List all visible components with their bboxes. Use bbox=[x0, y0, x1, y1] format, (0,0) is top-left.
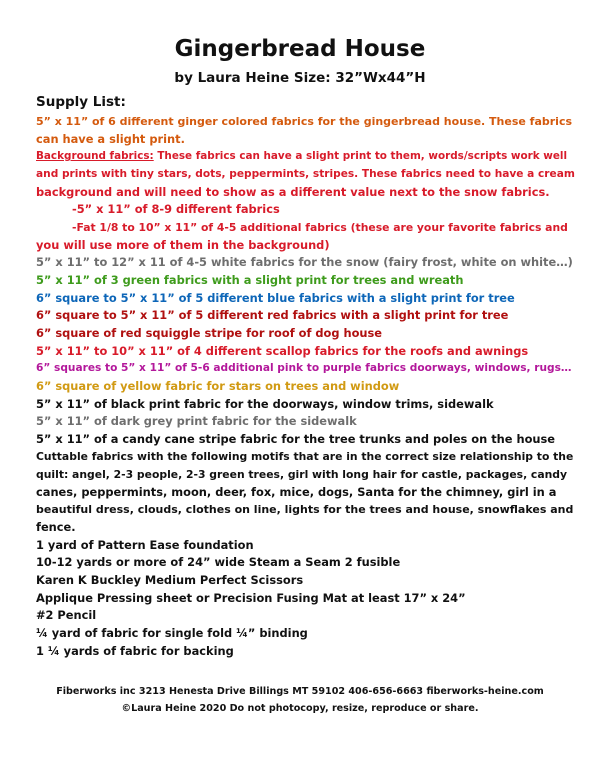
supply-list-line bbox=[36, 484, 576, 502]
supply-list-text: fence. bbox=[36, 520, 76, 535]
supply-list-text: 6” square to 5” x 11” of 5 different blue fabrics with a slight print for tree bbox=[36, 290, 515, 305]
supply-list-line bbox=[36, 625, 576, 643]
supply-list-text: 5” x 11” of 6 different ginger colored fabrics for the gingerbread house. These fabrics bbox=[36, 115, 573, 128]
supply-list-line bbox=[36, 572, 576, 590]
supply-list-line bbox=[36, 360, 576, 378]
supply-list-text: 6” squares to 5” x 11” of 5-6 additional pink to purple fabrics doorways, windows, rugs… bbox=[36, 362, 572, 375]
supply-list-text: #2 Pencil bbox=[36, 608, 97, 623]
supply-list-line bbox=[36, 501, 576, 519]
supply-list-text: Applique Pressing sheet or Precision Fusing Mat at least 17” x 24” bbox=[36, 590, 466, 605]
supply-list-line bbox=[36, 343, 576, 361]
supply-list-text: canes, peppermints, moon, deer, fox, mice, dogs, Santa for the chimney, girl in a bbox=[36, 484, 557, 499]
supply-list-line bbox=[36, 219, 576, 237]
supply-list-line bbox=[36, 431, 576, 449]
supply-list-text: you will use more of them in the background) bbox=[36, 237, 330, 252]
supply-list-text: quilt: angel, 2-3 people, 2-3 green trees, girl with long hair for castle, packages, candy bbox=[36, 468, 568, 482]
supply-list-line bbox=[36, 272, 576, 290]
supply-list-text: 5” x 11” of a candy cane stripe fabric for the tree trunks and poles on the house bbox=[36, 431, 556, 446]
supply-list-text: ¼ yard of fabric for single fold ¼” binding bbox=[36, 626, 308, 641]
supply-list-line bbox=[36, 113, 576, 131]
supply-list-text: -5” x 11” of 8-9 different fabrics bbox=[72, 202, 280, 217]
supply-list-text: beautiful dress, clouds, clothes on line, lights for the trees and house, snowflakes and bbox=[36, 503, 574, 517]
supply-list-text: background and will need to show as a different value next to the snow fabrics. bbox=[36, 184, 550, 199]
footer-copyright: ©Laura Heine 2020 Do not photocopy, resize, reproduce or share. bbox=[121, 703, 479, 714]
supply-list-line bbox=[36, 148, 576, 166]
supply-list-text: 5” x 11” of black print fabric for the doorways, window trims, sidewalk bbox=[36, 396, 494, 411]
page-title: Gingerbread House bbox=[174, 36, 426, 62]
footer-contact: Fiberworks inc 3213 Henesta Drive Billings MT 59102 406-656-6663 fiberworks-heine.com bbox=[56, 686, 544, 697]
supply-list-line bbox=[36, 325, 576, 343]
supply-list-subheading: Background fabrics: bbox=[36, 150, 154, 163]
supply-list-text: 6” square of yellow fabric for stars on trees and window bbox=[36, 378, 400, 393]
supply-list-text: 1 yard of Pattern Ease foundation bbox=[36, 537, 254, 552]
supply-list-text: 6” square to 5” x 11” of 5 different red fabrics with a slight print for tree bbox=[36, 308, 509, 323]
supply-list-line bbox=[36, 290, 576, 308]
supply-list bbox=[36, 113, 576, 660]
supply-list-text: 5” x 11” of dark grey print fabric for the sidewalk bbox=[36, 414, 357, 429]
supply-list-text: 5” x 11” to 10” x 11” of 4 different scallop fabrics for the roofs and awnings bbox=[36, 343, 529, 358]
supply-list-text: can have a slight print. bbox=[36, 131, 185, 146]
supply-list-line bbox=[36, 184, 576, 202]
supply-list-text: 1 ¼ yards of fabric for backing bbox=[36, 643, 234, 658]
author-size-line: by Laura Heine Size: 32”Wx44”H bbox=[174, 70, 426, 86]
supply-list-line bbox=[36, 131, 576, 149]
supply-list-line bbox=[36, 237, 576, 255]
supply-list-line bbox=[36, 590, 576, 608]
supply-list-line bbox=[36, 254, 576, 272]
supply-list-text: 5” x 11” to 12” x 11 of 4-5 white fabrics for the snow (fairy frost, white on white…) bbox=[36, 255, 573, 270]
supply-list-heading: Supply List: bbox=[36, 94, 126, 110]
supply-list-text: 10-12 yards or more of 24” wide Steam a Seam 2 fusible bbox=[36, 555, 401, 570]
supply-list-line bbox=[36, 166, 576, 184]
supply-list-text: -Fat 1/8 to 10” x 11” of 4-5 additional fabrics (these are your favorite fabrics and bbox=[72, 220, 568, 234]
supply-list-line bbox=[36, 378, 576, 396]
supply-list-line bbox=[36, 554, 576, 572]
supply-list-line bbox=[36, 519, 576, 537]
supply-list-text: Cuttable fabrics with the following motifs that are in the correct size relationship to the bbox=[36, 450, 574, 464]
supply-list-line bbox=[36, 537, 576, 555]
supply-list-line bbox=[36, 396, 576, 414]
supply-list-line bbox=[36, 413, 576, 431]
supply-list-line bbox=[36, 448, 576, 466]
supply-list-text: 6” square of red squiggle stripe for roof of dog house bbox=[36, 325, 383, 340]
supply-list-line bbox=[36, 307, 576, 325]
supply-list-text: 5” x 11” of 3 green fabrics with a slight print for trees and wreath bbox=[36, 272, 464, 287]
supply-list-text: Karen K Buckley Medium Perfect Scissors bbox=[36, 573, 304, 588]
supply-list-line bbox=[36, 643, 576, 661]
supply-list-text: and prints with tiny stars, dots, peppermints, stripes. These fabrics need to have a cream bbox=[36, 167, 575, 180]
supply-list-line bbox=[36, 466, 576, 484]
supply-list-line bbox=[36, 607, 576, 625]
supply-list-text: These fabrics can have a slight print to them, words/scripts work well bbox=[153, 150, 568, 163]
supply-list-line bbox=[36, 201, 576, 219]
